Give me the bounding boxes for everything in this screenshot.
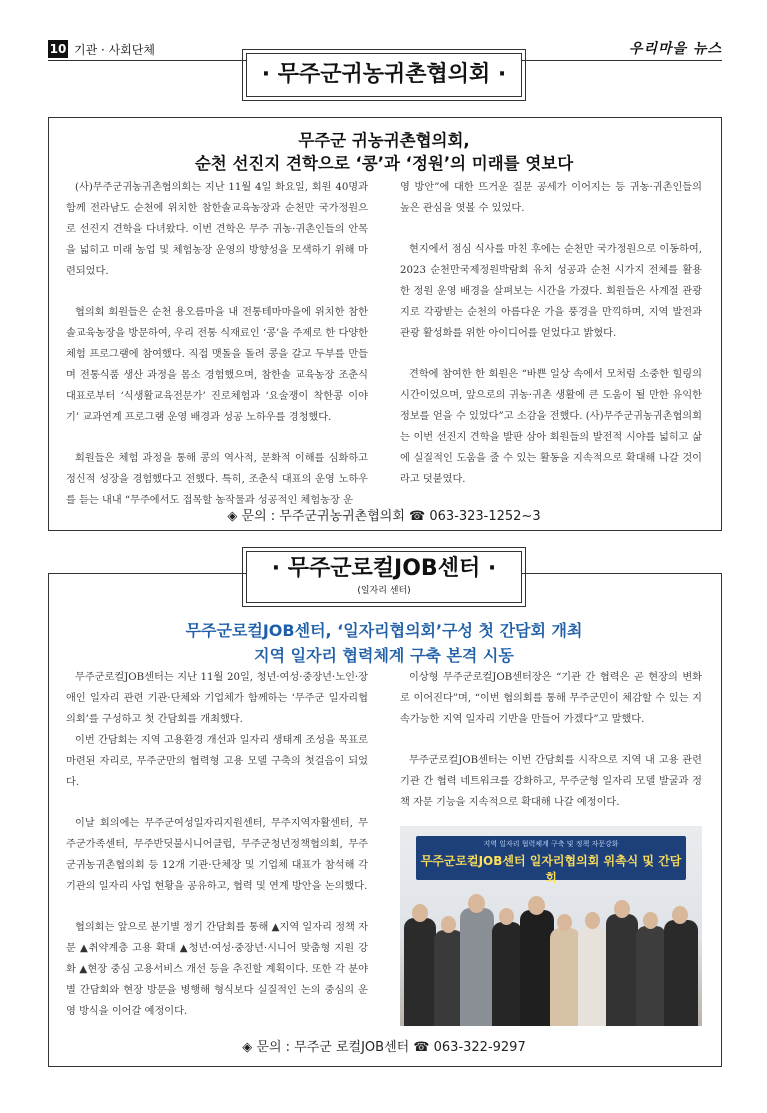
article1-headline-line1: 무주군 귀농귀촌협의회, xyxy=(298,131,470,150)
article2-paragraph: 이상형 무주군로컬JOB센터장은 “기관 간 협력은 곧 현장의 변화로 이어진다”며, “이번 협의회를 통해 무주군민이 체감할 수 있는 지속가능한 지역 일자리 기반을 만들어 가겠다”고 말했다. xyxy=(400,672,702,725)
article1-paragraph: 회원들은 체험 과정을 통해 콩의 역사적, 문화적 이해를 심화하고 정신적 성장을 경험했다고 전했다. 특히, 조춘식 대표의 운영 노하우를 듣는 내내 “무주에서도 접목할 농작물과 성공적인 체험농장 운 xyxy=(66,453,368,506)
article2-section-title: · 무주군로컬JOB센터 · xyxy=(271,556,497,581)
article1-paragraph: 현지에서 점심 식사를 마친 후에는 순천만 국가정원으로 이동하여, 2023 순천만국제정원박람회 유치 성공과 순천 시가지 전체를 활용한 정원 운영 배경을 살펴보는 시간을 가졌다. 회원들은 사계절 관광지로 각광받는 순천의 아름다운 가을 풍경을 만끽하며, 지역 발전과 관광 활성화를 위한 아이디어를 얻었다고 밝혔다. xyxy=(400,244,702,339)
person-head xyxy=(585,912,600,929)
article1-paragraph: 영 방안”에 대한 뜨거운 질문 공세가 이어지는 등 귀농·귀촌인들의 높은 관심을 엿볼 수 있었다. xyxy=(400,182,702,214)
person-head xyxy=(557,914,572,931)
person-figure xyxy=(550,928,580,1026)
person-figure xyxy=(460,908,494,1026)
article2-right-column xyxy=(400,667,702,813)
article2-headline-line2: 지역 일자리 협력체계 구축 본격 시동 xyxy=(254,646,514,665)
article2-paragraph: 이날 회의에는 무주군여성일자리지원센터, 무주지역자활센터, 무주군가족센터, 무주반딧불시니어클럽, 무주군청년정책협의회, 무주군귀농귀촌협의회 등 12개 기관·단체장 및 기업체 대표가 참석해 각 기관의 일자리 사업 현황을 공유하고, 협력 및 연계 방안을 논의했다. xyxy=(66,818,368,892)
article1-paragraph: 견학에 참여한 한 회원은 “바쁜 일상 속에서 모처럼 소중한 힐링의 시간이었으며, 앞으로의 귀농·귀촌 생활에 큰 도움이 될 만한 유익한 정보를 얻을 수 있었다”고 소감을 전했다. (사)무주군귀농귀촌협의회는 이번 선진지 견학을 발판 삼아 회원들의 발전적 시야를 넓히고 삶에 실질적인 도움을 줄 수 있는 활동을 지속적으로 확대해 나갈 것이라고 덧붙였다. xyxy=(400,369,702,485)
article2-section-subtitle: (일자리 센터) xyxy=(357,586,411,596)
person-figure xyxy=(578,926,608,1026)
person-head xyxy=(412,904,428,922)
article2-left-column xyxy=(66,667,368,1022)
person-figure xyxy=(404,918,436,1026)
article1-section-title: · 무주군귀농귀촌협의회 · xyxy=(246,53,522,97)
person-head xyxy=(441,916,456,933)
article2-section-title-box xyxy=(246,551,522,603)
photo-banner-large-text: 무주군로컬JOB센터 일자리협의회 위촉식 및 간담회 xyxy=(420,854,682,885)
article1-right-column xyxy=(400,177,702,490)
person-head xyxy=(468,894,485,913)
person-head xyxy=(528,896,545,915)
person-head xyxy=(499,908,514,925)
article2-paragraph: 이번 간담회는 지역 고용환경 개선과 일자리 생태계 조성을 목표로 마련된 자리로, 무주군만의 협력형 고용 모델 구축의 첫걸음이 되었다. xyxy=(66,735,368,788)
page-number: 10 xyxy=(49,42,67,56)
photo-banner-small-text: 지역 일자리 협력체계 구축 및 정책 자문강화 xyxy=(483,840,619,848)
person-figure xyxy=(664,920,698,1026)
person-head xyxy=(614,900,630,918)
person-head xyxy=(672,906,688,924)
article1-paragraph: (사)무주군귀농귀촌협의회는 지난 11월 4일 화요일, 회원 40명과 함께 전라남도 순천에 위치한 참한솔교육농장과 순천만 국가정원으로 선진지 견학을 다녀왔다. 이번 견학은 무주 귀농·귀촌인들의 안목을 넓히고 미래 농업 및 체험농장 운영의 방향성을 모색하기 위해 마련되었다. xyxy=(66,182,368,277)
article1-contact: ◈ 문의 : 무주군귀농귀촌협의회 ☎ 063-323-1252~3 xyxy=(227,509,541,524)
person-head xyxy=(643,912,658,929)
person-figure xyxy=(606,914,638,1026)
person-figure xyxy=(636,926,666,1026)
photo-banner xyxy=(416,836,686,885)
article1-left-column xyxy=(66,177,368,511)
article2-paragraph: 무주군로컬JOB센터는 지난 11월 20일, 청년·여성·중장년·노인·장애인 일자리 관련 기관·단체와 기업체가 함께하는 ‘무주군 일자리협의회’를 구성하고 첫 간담회를 개최했다. xyxy=(66,672,368,725)
article1-headline-line2: 순천 선진지 견학으로 ‘콩’과 ‘정원’의 미래를 엿보다 xyxy=(194,154,574,173)
article2-paragraph: 협의회는 앞으로 분기별 정기 간담회를 통해 ▲지역 일자리 정책 자문 ▲취약계층 고용 확대 ▲청년·여성·중장년·시니어 맞춤형 지원 강화 ▲현장 중심 고용서비스 개선 등을 추진할 계획이다. 또한 각 분야별 간담회와 현장 방문을 병행해 형식보다 실질적인 논의 중심의 운영 방식을 이어갈 예정이다. xyxy=(66,922,368,1017)
person-figure xyxy=(520,910,554,1026)
group-photo xyxy=(400,826,702,1026)
section-name: 기관 · 사회단체 xyxy=(74,43,155,57)
article2-contact: ◈ 문의 : 무주군 로컬JOB센터 ☎ 063-322-9297 xyxy=(242,1040,526,1055)
newsletter-brand-logo: 우리마을 뉴스 xyxy=(628,41,722,57)
person-figure xyxy=(492,922,522,1026)
article2-paragraph: 무주군로컬JOB센터는 이번 간담회를 시작으로 지역 내 고용 관련 기관 간 협력 네트워크를 강화하고, 무주군형 일자리 모델 발굴과 정책 자문 기능을 지속적으로 확대해 나갈 예정이다. xyxy=(400,755,702,808)
article2-headline-line1: 무주군로컬JOB센터, ‘일자리협의회’구성 첫 간담회 개최 xyxy=(185,621,583,640)
article1-paragraph: 협의회 회원들은 순천 용오름마을 내 전통테마마을에 위치한 참한솔교육농장을 방문하여, 우리 전통 식재료인 ‘콩’을 주제로 한 다양한 체험 프로그램에 참여했다. 직접 맷돌을 돌려 콩을 갈고 두부를 만들며 전통식품 생산 과정을 몸소 경험했으며, 참한솔 교육농장 조춘식 대표로부터 ‘식생활교육전문가’ 진로체험과 ‘요술쟁이 착한콩 이야기’ 교과연계 프로그램 운영 배경과 성공 노하우를 경청했다. xyxy=(66,307,368,423)
